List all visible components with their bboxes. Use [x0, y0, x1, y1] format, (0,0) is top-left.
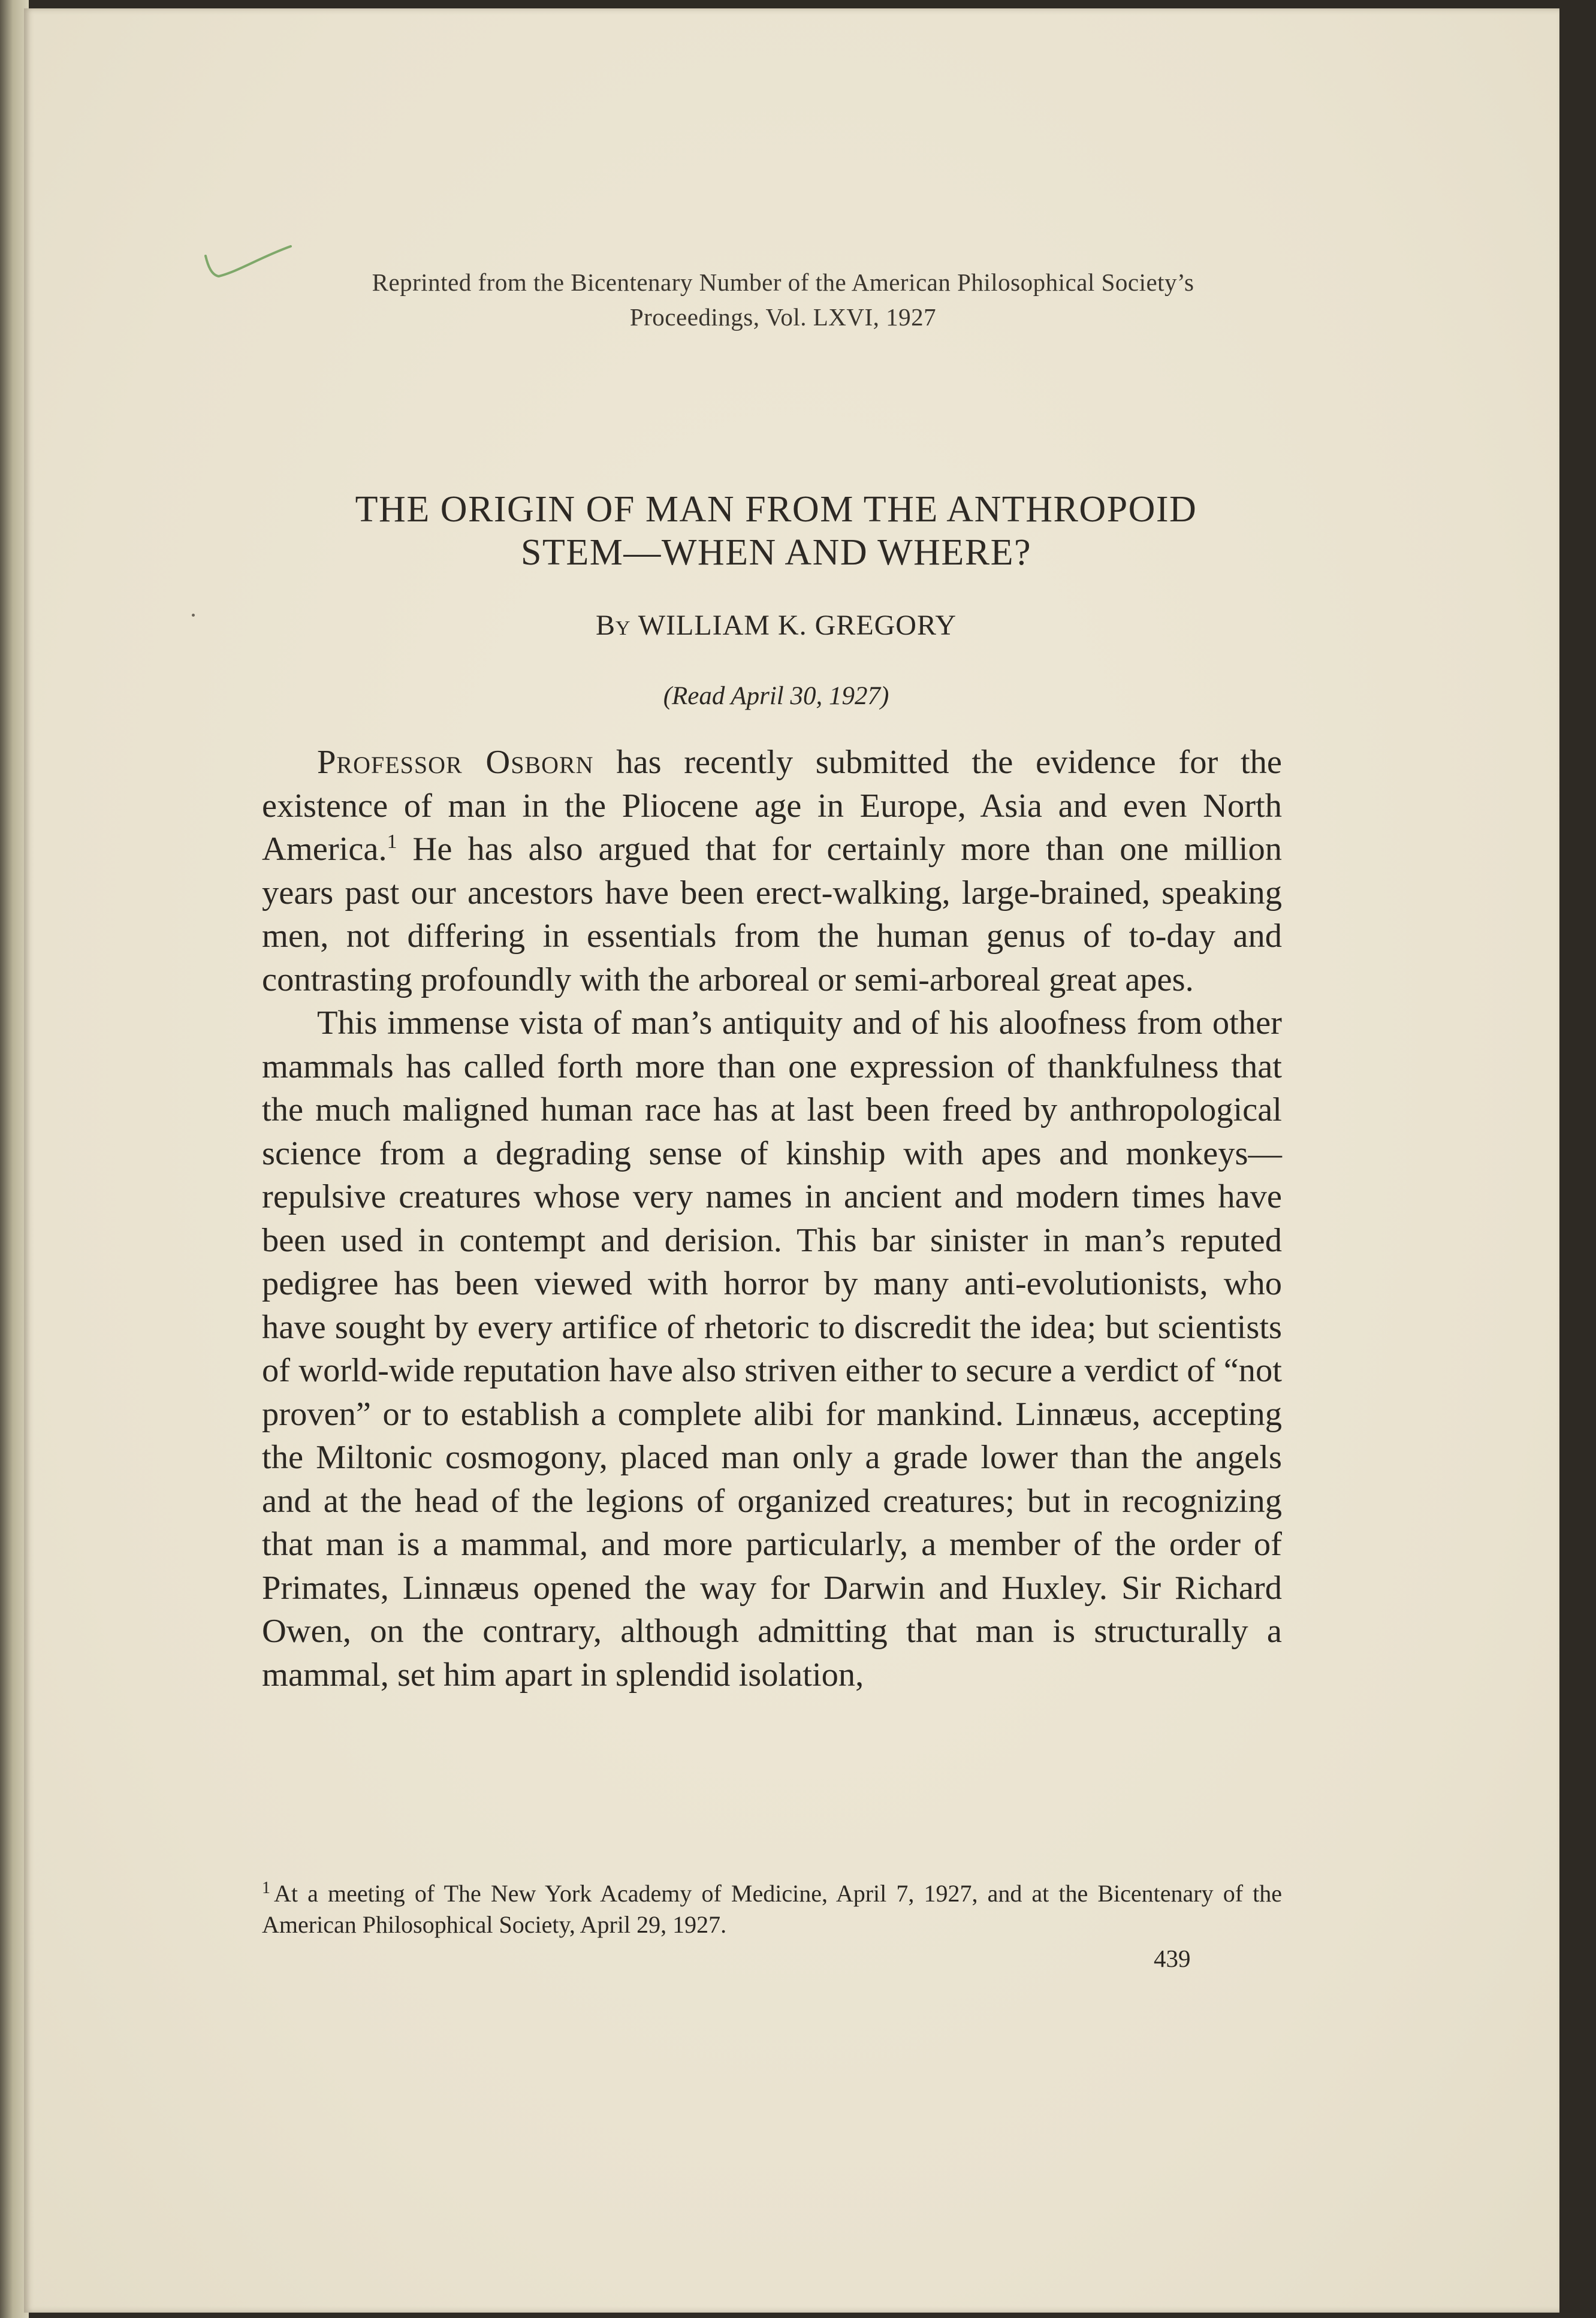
- paper-page: [24, 8, 1559, 2313]
- paragraph-1-text-a: has recently submitted the evidence for the existence of man in the Pliocene age in Europe, Asia and even North America.: [262, 744, 1282, 868]
- title-line-2: STEM—WHEN AND WHERE?: [521, 532, 1031, 573]
- lead-in-smallcaps: Professor Osborn: [317, 744, 594, 781]
- article-body: [262, 741, 1282, 1697]
- author-name: WILLIAM K. GREGORY: [638, 609, 957, 641]
- reprint-notice: [156, 265, 1410, 334]
- author-byline: [240, 608, 1313, 644]
- page-number: 439: [1154, 1945, 1191, 1972]
- read-date: (Read April 30, 1927): [663, 682, 889, 710]
- footnote-1: [262, 1878, 1282, 1940]
- footnotes: [262, 1878, 1282, 1940]
- paragraph-2: This immense vista of man’s antiquity and of his aloofness from other mammals has called forth more than one expression of thankfulness that the much maligned human race has at last been freed by anthropological science from a degrading sense of kinship with apes and monkeys—repulsive creatures whose very names in ancient and modern times have been used in contempt and derision. This bar sinister in man’s reputed pedigree has been viewed with horror by many anti-evolutionists, who have sought by every artifice of rhetoric to discredit the idea; but scientists of world-wide reputation have also striven either to secure a verdict of “not proven” or to establish a complete alibi for mankind. Linnæus, accepting the Miltonic cosmogony, placed man only a grade lower than the angels and at the head of the legions of organized creatures; but in recognizing that man is a mammal, and more particularly, a member of the order of Primates, Linnæus opened the way for Darwin and Huxley. Sir Richard Owen, on the contrary, although admitting that man is structurally a mammal, set him apart in splendid isolation,: [262, 1004, 1282, 1694]
- footnote-mark: 1: [262, 1879, 270, 1897]
- paragraph-1-text-b: He has also argued that for certainly more than one million years past our ancestors have been erect-walking, large-brained, speaking men, not differing in essentials from the human genus of to-day and contrasting profoundly with the arboreal or semi-arboreal great apes.: [262, 831, 1282, 998]
- footnote-reference-1: 1: [387, 831, 397, 853]
- footnote-text: At a meeting of The New York Academy of Medicine, April 7, 1927, and at the Bicentenary of the American Philosophical Society, April 29, 1927.: [262, 1880, 1282, 1938]
- byline-by: By: [596, 609, 631, 641]
- paragraph-1: [262, 741, 1282, 1001]
- article-title: [240, 488, 1313, 574]
- title-line-1: THE ORIGIN OF MAN FROM THE ANTHROPOID: [355, 489, 1197, 530]
- stray-ink-dot: [192, 614, 195, 617]
- reprint-line-2: Proceedings, Vol. LXVI, 1927: [629, 303, 937, 331]
- reprint-line-1: Reprinted from the Bicentenary Number of the American Philosophical Society’s: [372, 268, 1194, 296]
